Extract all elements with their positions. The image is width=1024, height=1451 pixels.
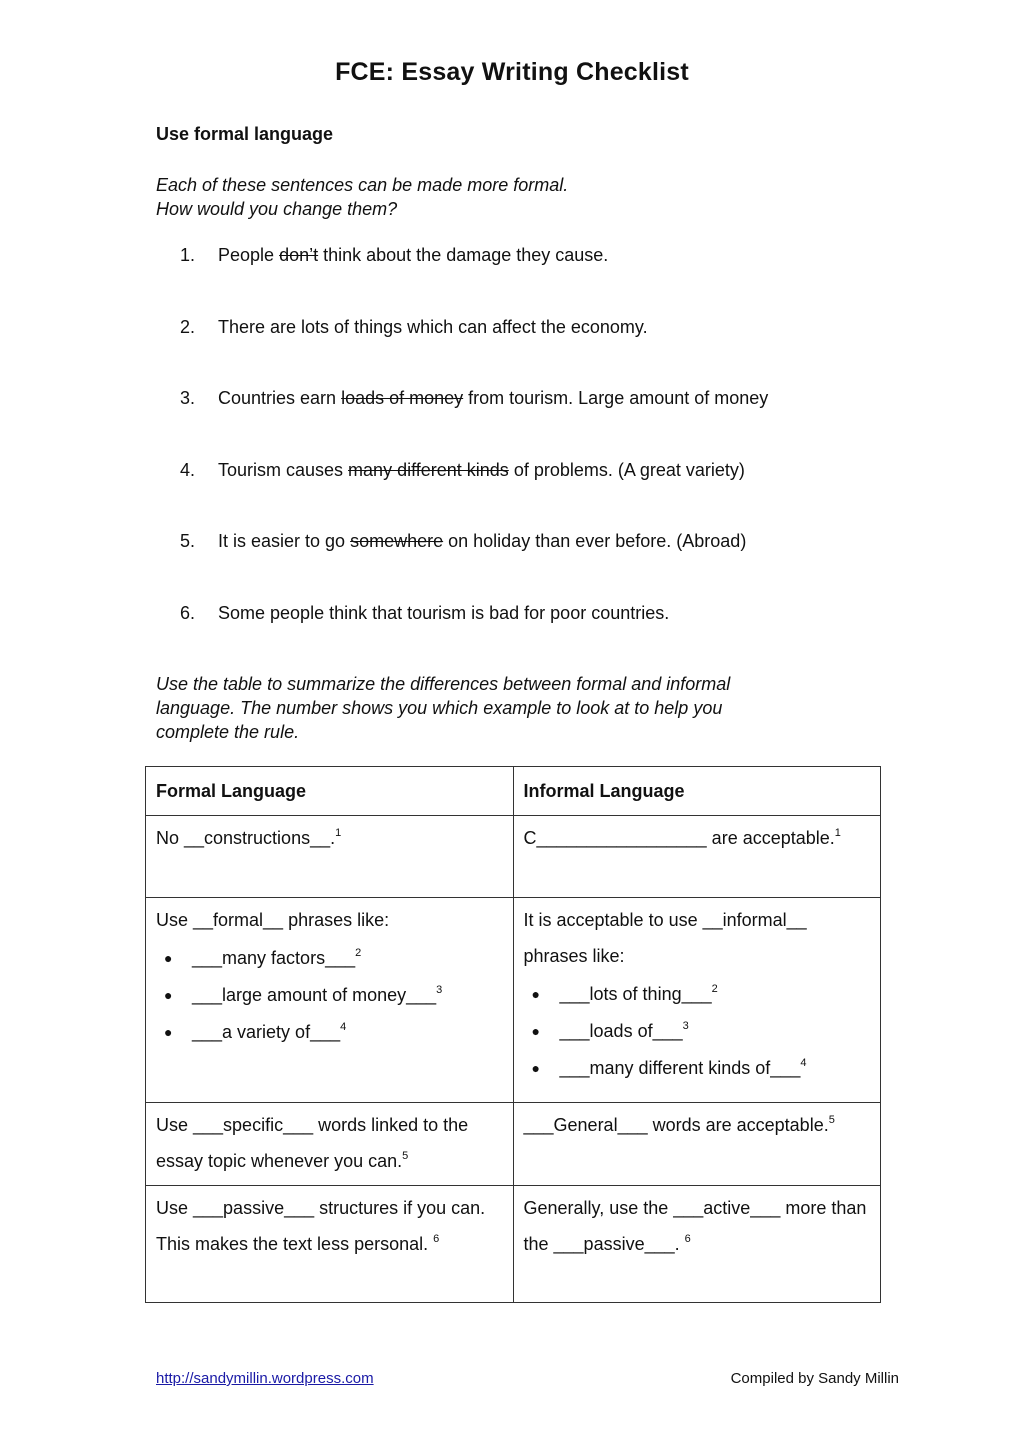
exercise-text: from tourism. Large amount of money — [463, 388, 769, 409]
bullet-icon: ● — [164, 987, 173, 1003]
cell-text: Generally, use the ___active___ more than the ___passive___. — [523, 1198, 867, 1254]
list-item — [164, 1014, 504, 1051]
footnote-ref: 2 — [355, 947, 362, 959]
phrase-text: ___loads of___ — [559, 1021, 683, 1041]
bullet-icon: ● — [531, 986, 540, 1002]
formal-cell — [146, 1103, 514, 1186]
footnote-ref: 4 — [340, 1021, 347, 1033]
bullet-icon: ● — [531, 1060, 540, 1076]
bullet-icon: ● — [164, 1024, 173, 1040]
informal-cell — [513, 1186, 881, 1303]
cell-text: No __constructions__. — [156, 828, 336, 848]
phrase-text: ___a variety of___ — [192, 1022, 341, 1042]
cell-text: C_________________ are acceptable. — [523, 828, 835, 848]
informal-cell — [513, 816, 881, 898]
exercise-text: There are lots of things which can affect the economy. — [218, 316, 648, 337]
phrase-text: ___many factors___ — [192, 948, 356, 968]
exercise-item — [180, 528, 768, 600]
exercise-text: Countries earn — [218, 388, 342, 409]
formal-cell — [146, 816, 514, 898]
struck-text: somewhere — [350, 531, 444, 552]
struck-text: loads of money — [341, 388, 464, 409]
table-intro — [156, 672, 856, 744]
table-row — [146, 1103, 881, 1186]
exercise-text: It is easier to go — [218, 531, 351, 552]
exercise-number: 6. — [180, 602, 196, 623]
table-intro-line: complete the rule. — [156, 722, 300, 742]
instruction-line: Each of these sentences can be made more formal. — [156, 175, 569, 195]
formal-cell — [146, 1186, 514, 1303]
cell-text: It is acceptable to use __informal__ phrases like: — [523, 910, 807, 966]
footnote-ref: 3 — [436, 984, 443, 996]
formal-cell — [146, 898, 514, 1103]
cell-text: Use ___specific___ words linked to the essay topic whenever you can. — [156, 1115, 469, 1171]
footer-credit: Compiled by Sandy Millin — [730, 1370, 899, 1387]
exercise-text: Tourism causes — [218, 459, 349, 480]
section-heading: Use formal language — [156, 124, 334, 144]
exercise-number: 4. — [180, 459, 196, 480]
exercise-text: of problems. (A great variety) — [508, 459, 745, 480]
footnote-ref: 1 — [834, 827, 841, 839]
informal-header: Informal Language — [513, 767, 881, 816]
list-item — [532, 976, 872, 1013]
table-row — [146, 1186, 881, 1303]
list-item — [164, 940, 504, 977]
list-item — [532, 1013, 872, 1050]
informal-cell — [513, 898, 881, 1103]
footnote-ref: 2 — [711, 983, 718, 995]
list-item — [532, 1050, 872, 1087]
phrase-text: ___lots of thing___ — [559, 984, 712, 1004]
footnote-ref: 4 — [800, 1057, 807, 1069]
phrase-text: ___many different kinds of___ — [559, 1058, 801, 1078]
instruction-line: How would you change them? — [156, 199, 398, 219]
footer-website-link[interactable]: http://sandymillin.wordpress.com — [156, 1370, 374, 1387]
cell-text: ___General___ words are acceptable. — [523, 1115, 829, 1135]
page-title: FCE: Essay Writing Checklist — [335, 58, 689, 86]
bullet-icon: ● — [531, 1023, 540, 1039]
footnote-ref: 6 — [433, 1233, 440, 1245]
footnote-ref: 1 — [335, 827, 342, 839]
cell-text: Use ___passive___ structures if you can. This makes the text less personal. — [156, 1198, 486, 1254]
exercise-text: People — [218, 245, 280, 265]
exercise-list — [180, 242, 768, 672]
footnote-ref: 6 — [684, 1233, 691, 1245]
exercise-number: 1. — [180, 245, 196, 265]
struck-text: don’t — [279, 245, 319, 265]
exercise-item — [180, 385, 768, 457]
exercise-text: think about the damage they cause. — [318, 245, 609, 265]
exercise-number: 3. — [180, 388, 196, 409]
table-row — [146, 816, 881, 898]
table-intro-line: language. The number shows you which example to look at to help you — [156, 698, 723, 718]
exercise-item — [180, 600, 768, 672]
formal-header: Formal Language — [146, 767, 514, 816]
footnote-ref: 5 — [402, 1150, 409, 1162]
summary-table — [145, 766, 881, 1303]
exercise-item — [180, 314, 768, 386]
bullet-icon: ● — [164, 950, 173, 966]
footnote-ref: 3 — [682, 1020, 689, 1032]
exercise-item — [180, 457, 768, 529]
exercise-number: 5. — [180, 531, 196, 552]
exercise-item — [180, 242, 768, 314]
exercise-number: 2. — [180, 316, 196, 337]
cell-text: Use __formal__ phrases like: — [156, 910, 390, 930]
instructions — [156, 173, 568, 221]
list-item — [164, 977, 504, 1014]
informal-cell — [513, 1103, 881, 1186]
table-row — [146, 898, 881, 1103]
exercise-text: Some people think that tourism is bad for poor countries. — [218, 602, 670, 623]
table-header-row — [146, 767, 881, 816]
footnote-ref: 5 — [828, 1114, 835, 1126]
informal-phrase-list — [524, 976, 872, 1087]
exercise-text: on holiday than ever before. (Abroad) — [443, 531, 747, 552]
struck-text: many different kinds — [348, 459, 509, 480]
phrase-text: ___large amount of money___ — [192, 985, 437, 1005]
formal-phrase-list — [156, 940, 504, 1051]
table-intro-line: Use the table to summarize the differences between formal and informal — [156, 674, 731, 694]
